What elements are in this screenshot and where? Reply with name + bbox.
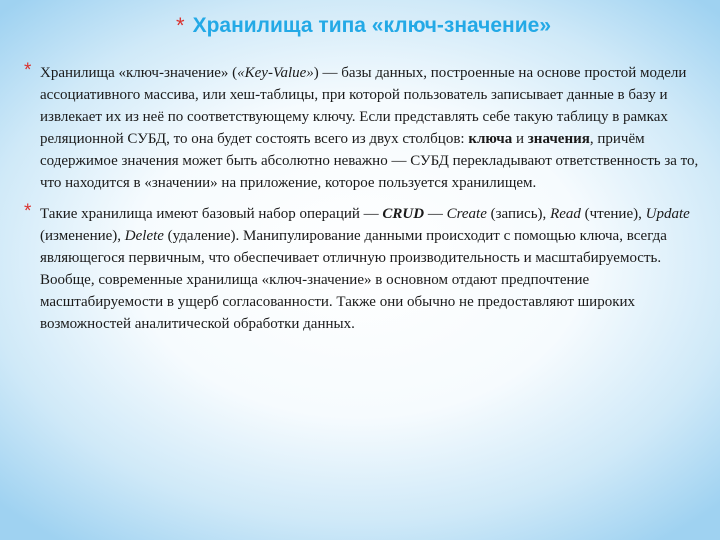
bullet-marker: * [24, 201, 32, 222]
title-bullet: * [176, 13, 185, 38]
paragraph-key-value-definition [24, 62, 704, 194]
p1-key-value-term: «Key-Value» [237, 65, 314, 81]
p2-delete-term: Delete [124, 228, 164, 244]
p1-key-term: ключа [468, 131, 513, 147]
title-text: Хранилища типа «ключ-значение» [192, 14, 552, 37]
p2-text-1: Такие хранилища имеют базовый набор операций — [40, 206, 383, 222]
paragraph-crud-operations [24, 203, 704, 335]
p1-text-2: ) — базы данных, построенные на основе простой модели ассоциативного массива, или хеш-таблицы, при которой пользователь записывает данные в базу и извлекает их из неё по соответствующему ключу. Если представлять себе такую таблицу в рамках реляционной СУБД, то она будет состоять всего из двух столбцов: [40, 65, 687, 147]
p1-text-4: , причём содержимое значения может быть абсолютно неважно — СУБД перекладывают ответственность за то, что находится в «значении» на приложение, которое пользуется хранилищем. [40, 131, 699, 191]
p2-text-2: — [424, 206, 447, 222]
p2-create-term: Create [446, 206, 487, 222]
p2-text-5: (изменение), [40, 228, 125, 244]
p1-text-1: Хранилища «ключ-значение» ( [40, 65, 238, 81]
slide-body [24, 62, 704, 344]
p1-value-term: значения [527, 131, 590, 147]
p2-text-6: (удаление). Манипулирование данными происходит с помощью ключа, всегда являющегося первичным, что обеспечивает отличную производительность и масштабируемость. Вообще, современные хранилища «ключ-значение» в основном отдают предпочтение масштабируемости в ущерб согласованности. Также они обычно не предоставляют широких возможностей аналитической обработки данных. [40, 228, 667, 332]
p2-update-term: Update [645, 206, 690, 222]
p2-read-term: Read [550, 206, 581, 222]
p2-text-4: (чтение), [580, 206, 646, 222]
p1-text-3: и [512, 131, 528, 147]
bullet-marker: * [24, 60, 32, 81]
p2-text-3: (запись), [486, 206, 551, 222]
slide-title [176, 8, 716, 44]
p2-crud-term: CRUD [382, 206, 425, 222]
